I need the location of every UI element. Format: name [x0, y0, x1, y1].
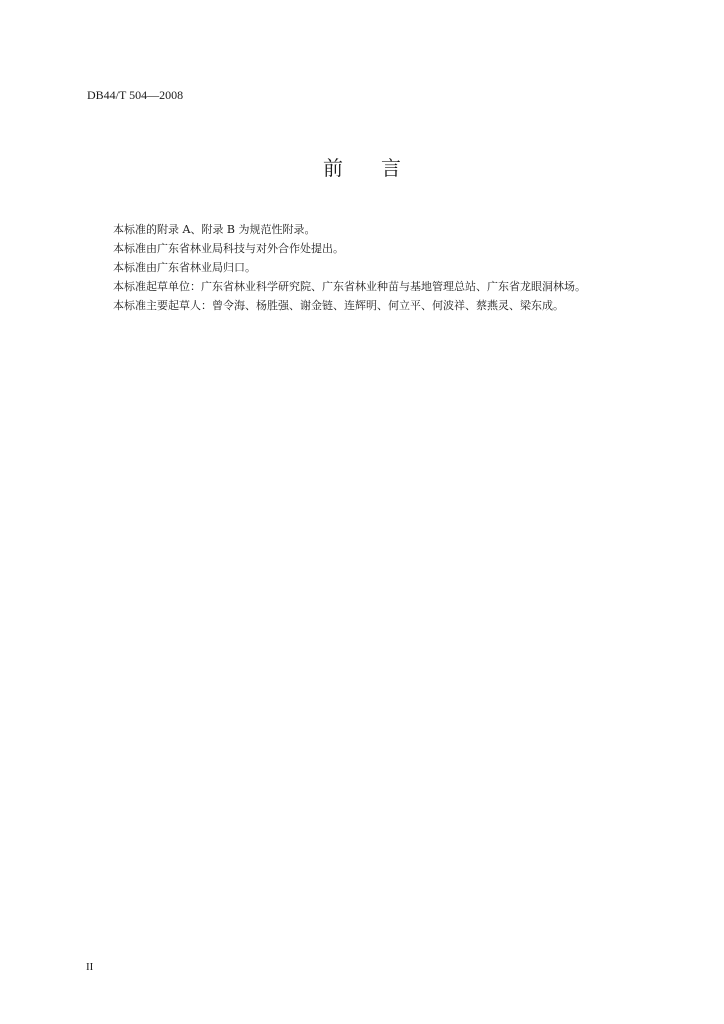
foreword-paragraph: 本标准的附录 A、附录 B 为规范性附录。	[113, 223, 316, 236]
foreword-body	[113, 220, 673, 315]
standard-number: DB44/T 504—2008	[87, 88, 184, 102]
page-number: II	[86, 961, 94, 973]
foreword-paragraph: 本标准由广东省林业局科技与对外合作处提出。	[113, 242, 344, 255]
foreword-paragraph: 本标准主要起草人：曾令海、杨胜强、谢金链、连辉明、何立平、何波祥、蔡燕灵、梁东成。	[113, 299, 564, 312]
foreword-paragraph: 本标准起草单位：广东省林业科学研究院、广东省林业种苗与基地管理总站、广东省龙眼洞林场。	[113, 280, 586, 293]
foreword-paragraph: 本标准由广东省林业局归口。	[113, 261, 256, 274]
page-title: 前言	[323, 156, 439, 180]
